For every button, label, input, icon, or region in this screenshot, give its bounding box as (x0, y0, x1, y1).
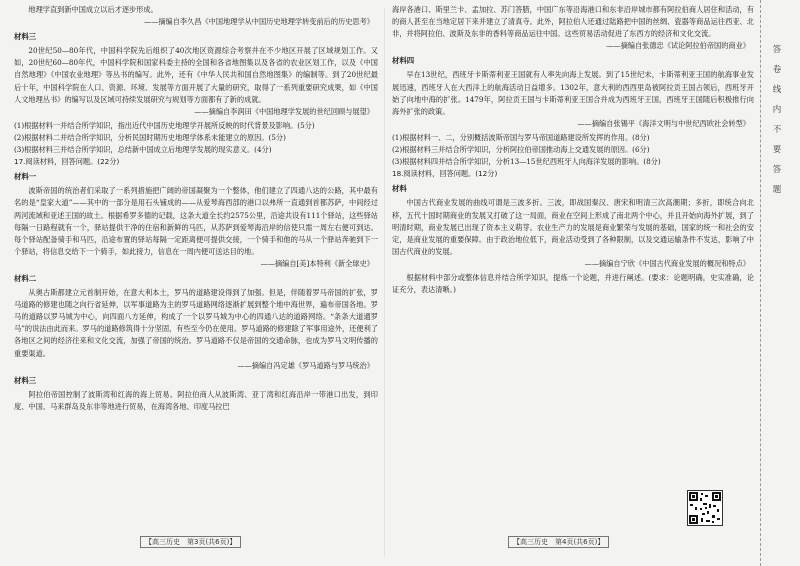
material-title: 材料 (392, 184, 407, 194)
material-three-title: 材料三 (14, 32, 37, 42)
page-footer-left (140, 537, 241, 547)
material-text: 中国古代商业发展的曲线可谓是三波多折。三波，即战国秦汉、唐宋和明清三次高潮期；多折，即统合向北移，五代十国时期商业的发展又打破了这一局面，商业在空间上形成了南北两个中心，并且开始向海外扩展，到了明清时期，商业发展已出现了资本主义萌芽。农业生产力的发展是商业繁荣与发展的基础，国家的统一和社会的安定，是商业发展的重要保障。由于政治地位低下，商业活动受到了各种限制，以及交通运输条件不发达，影响了中国古代商业的发展。 (392, 198, 754, 256)
question-16-2: (2)根据材料二并结合所学知识，分析民国时期历史地理学体系未能建立的原因。(5分) (14, 132, 286, 142)
continued-text: 海岸各港口、斯里兰卡、孟加拉、苏门答腊，中国广东等沿海港口和东非沿岸城市都有阿拉伯商人居住和活动，有的商人甚至在当地定居下来并建立了清真寺。此外，阿拉伯人还通过陆路把中国的丝绸、瓷器等商品运往西亚、北非，并将阿拉伯、波斯及东非的香料等商品运往中国。这些贸易活动促进了东西方的经济和文化交流。 (392, 5, 754, 39)
binding-cut-line (760, 0, 762, 566)
material-two-source: ——摘编自冯定雄《罗马道路与罗马统治》 (237, 360, 374, 370)
material-one-title: 材料一 (14, 172, 37, 182)
material-four-text: 早在13世纪，西班牙卡斯蒂利亚王国就有人率先向海上发展。到了15世纪末，卡斯蒂利亚王国的航海事业发展迅速，西班牙人在大西洋上的航海活动日益增多。1302年，意大利的西西里岛被阿拉贡王国占领后，西班牙开始了向地中海的扩张。1479年，阿拉贡王国与卡斯蒂利亚王国合并成为西班牙王国，西班牙王国随后积极推行向海外扩张的政策。 (392, 70, 754, 116)
margin-notice (770, 40, 784, 200)
notice-char: 要 (772, 145, 782, 155)
material-three-source: ——摘编自李润田《中国地理学发展的世纪回顾与展望》 (194, 106, 374, 116)
material-one-text: 波斯帝国的统治者们采取了一系列措施把广阔的帝国凝聚为一个整体，他们建立了四通八达的公路，其中最有名的是“皇家大道”——其中的一部分是用石头铺成的——从爱琴海西部的港口以弗所一直通到首都苏萨，中间经过两河流域和亚述王国的故土。根据希罗多德的记载，这条大道全长约2575公里，沿途共设有111个驿站，这些驿站每隔一日路程就有一个，驿站提供干净的住宿和新鲜的马匹，从苏萨到爱琴海沿岸的信使只需一周左右便可到达。每个驿站配备骑手和马匹，沿途布置的驿站每隔一定距离便可提供交接，一个骑手和他的马从一个驿站奔驰到下一个驿站，将信息交给下一个骑手，如此接力，信息在一周内便可送达目的地。 (14, 186, 378, 256)
notice-char: 题 (772, 185, 782, 195)
question-16-3: (3)根据材料三并结合所学知识，总结新中国成立后地理学发展的现实意义。(4分) (14, 145, 272, 155)
material-source: ——摘编自宁欣《中国古代商业发展的概况和特点》 (584, 258, 750, 268)
question-16-1: (1)根据材料一并结合所学知识，指出近代中国历史地理学开展所反映的时代背景及影响。(5分) (14, 120, 315, 130)
right-column (392, 4, 754, 296)
question-17-2: (2)根据材料三并结合所学知识，分析阿拉伯帝国推动海上交通发展的原因。(6分) (392, 145, 650, 155)
material-one-source: ——摘编自[美]本特利《新全球史》 (260, 258, 374, 268)
footer-label-left: 【高三历史 第3页(共6页)】 (140, 536, 241, 548)
continued-source: ——摘编自张德忠《试论阿拉伯帝国的商业》 (606, 41, 750, 51)
material-three-b-text: 阿拉伯帝国控制了波斯湾和红海的海上贸易。阿拉伯商人从波斯湾、亚丁湾和红海沿岸一带港口出发，到印度、中国、马来群岛及东非等地进行贸易，在海湾各地、印度马拉巴 (14, 389, 378, 411)
column-divider (384, 8, 385, 556)
material-two-title: 材料二 (14, 273, 37, 283)
notice-char: 线 (772, 85, 782, 95)
material-three-b-title: 材料三 (14, 375, 37, 385)
notice-char: 不 (772, 125, 782, 135)
intro-tail: 地理学直到新中国成立以后才逐步形成。 (28, 5, 158, 14)
task-instructions: 根据材料中部分或整体信息并结合所学知识，提炼一个论题，并进行阐述。(要求：论题明确，史实准确，论证充分，表达清晰。) (392, 272, 754, 295)
notice-char: 答 (772, 45, 782, 55)
qr-code-icon (687, 490, 723, 526)
material-four-title: 材料四 (392, 56, 415, 66)
material-two-text: 从奥古斯都建立元首制开始，在意大利本土，罗马的道路建设得到了加强。但是，伴随着罗马帝国的扩张，罗马道路的修建也随之向行省延伸，以军事道路为主的罗马道路网络逐渐扩展到整个地中海世界，遍布帝国各地。罗马的道路以罗马城为中心，向四面八方延伸，构成了一个以罗马城为中心的四通八达的道路网络。“条条大道通罗马”的说法由此而来。罗马的道路修筑得十分坚固，有些至今仍在使用。罗马道路的修建除了军事用途外，还便利了各地区之间的经济往来和文化交流，加强了帝国的统治。罗马道路不仅是帝国的交通命脉，也成为罗马文明传播的重要渠道。 (14, 288, 378, 358)
notice-char: 卷 (772, 65, 782, 75)
notice-char: 内 (772, 105, 782, 115)
question-17-3: (3)根据材料四并结合所学知识，分析13—15世纪西班牙人向海洋发展的影响。(8分) (392, 157, 661, 167)
page-footer-right (508, 537, 609, 547)
intro-source: ——摘编自李久昌《中国地理学从中国历史地理学转变前后的历史思考》 (143, 17, 374, 27)
question-17-1: (1)根据材料一、二，分别概括波斯帝国与罗马帝国道路建设所发挥的作用。(8分) (392, 132, 650, 142)
notice-char: 答 (772, 165, 782, 175)
left-column (14, 4, 378, 413)
question-17-heading: 17.阅读材料，回答问题。(22分) (14, 157, 120, 167)
footer-label-right: 【高三历史 第4页(共6页)】 (508, 536, 609, 548)
question-18-heading: 18.阅读材料，回答问题。(12分) (392, 169, 498, 179)
material-four-source: ——摘编自张锡平《海洋文明与中世纪西欧社会转型》 (577, 118, 750, 128)
material-three-text: 20世纪50—80年代，中国科学院先后组织了40次地区资源综合考察并在不少地区开展了区域规划工作。又如，20世纪60—80年代，中国科学院和国家科委主持的全国和各省地图集以及各省的农业区划工作，以及《中国自然地理》《中国农业地理》等丛书的编写。此外，还有《中华人民共和国自然地图集》的编制等。到了20世纪最后十年，中国科学院在人口、资源、环境、发展等方面开展了大量的研究，取得了一系列重要研究成果，如《中国人文地理丛书》的编写以及区域可持续发展研究与规划等方面都有了新的成就。 (14, 46, 378, 104)
